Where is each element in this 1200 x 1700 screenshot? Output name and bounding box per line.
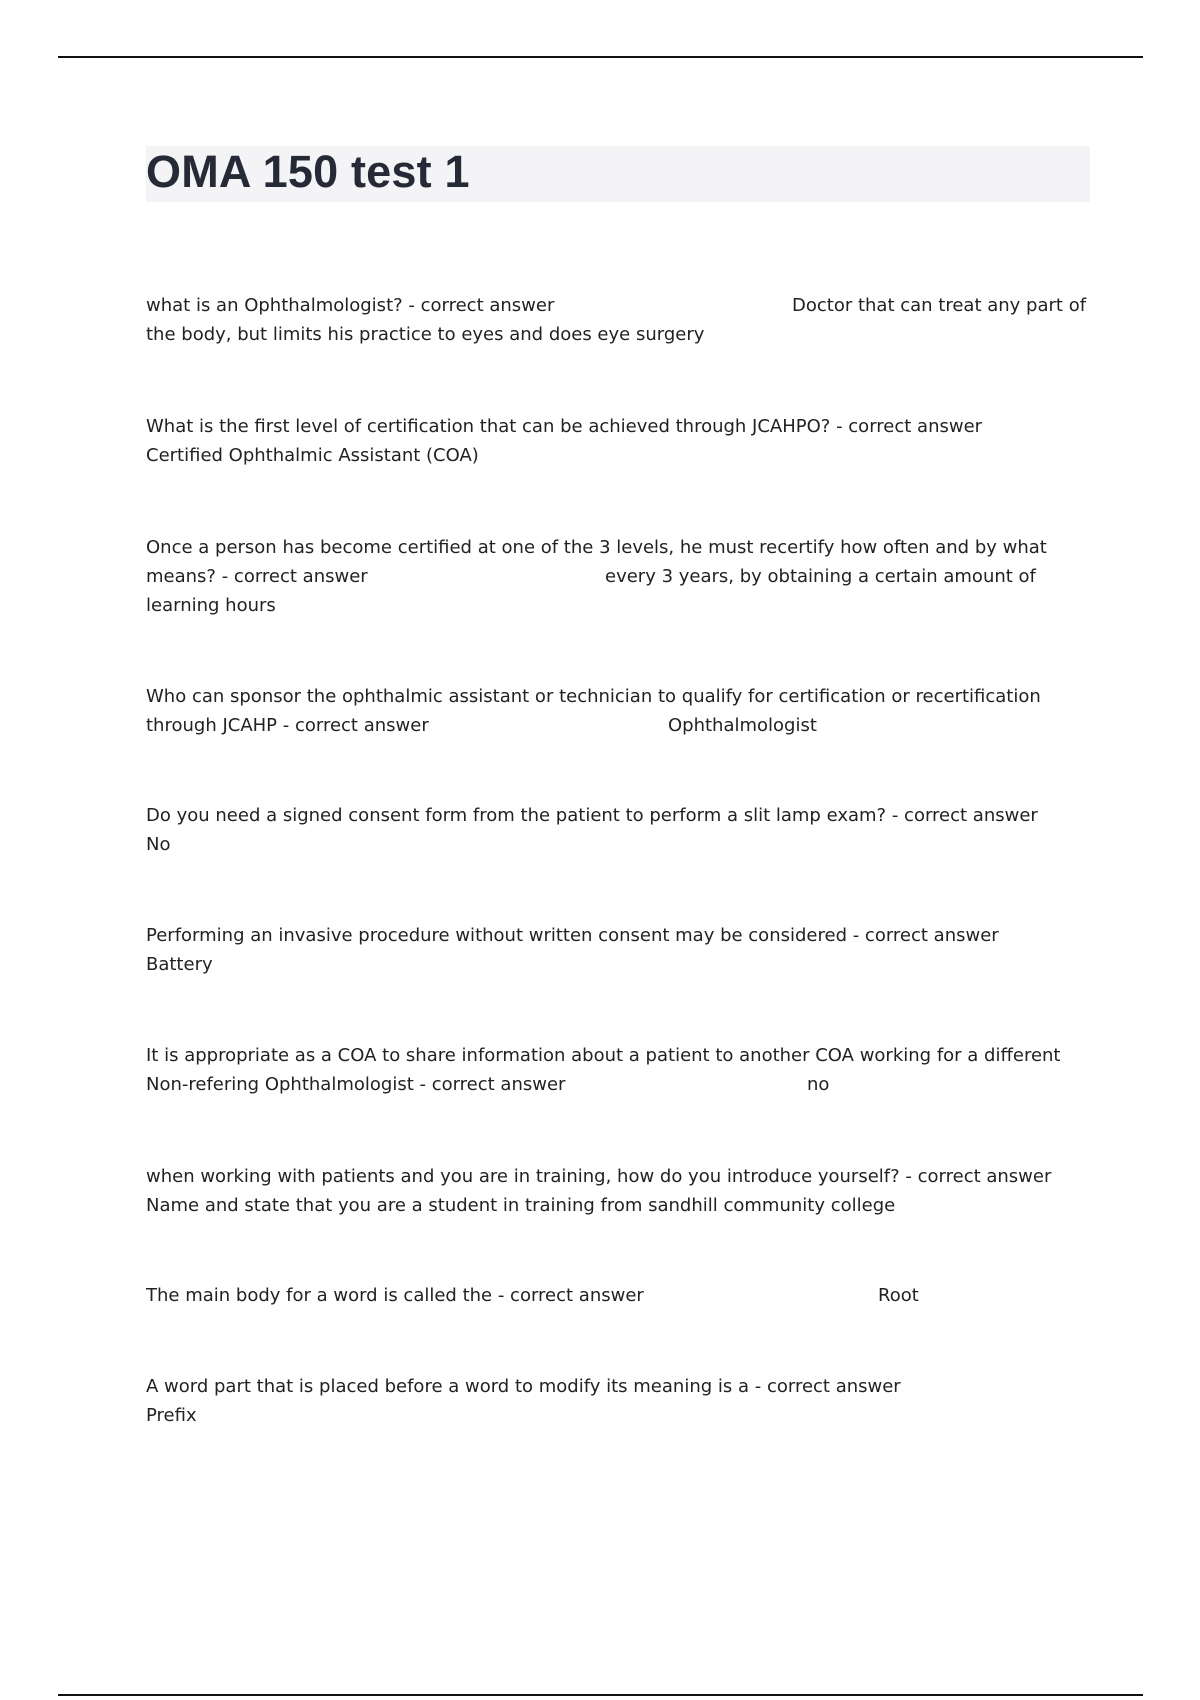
qa-answer: no <box>807 1074 830 1095</box>
qa-item <box>146 921 1096 981</box>
qa-item <box>146 533 1096 623</box>
qa-question: The main body for a word is called the - correct answer <box>146 1285 644 1306</box>
qa-question-continued: through JCAHP - correct answer <box>146 715 429 736</box>
qa-answer-continued: learning hours <box>146 595 276 616</box>
qa-item <box>146 801 1096 861</box>
top-rule <box>58 56 1143 58</box>
qa-item <box>146 412 1096 472</box>
qa-question: Who can sponsor the ophthalmic assistant or technician to qualify for certification or recertification <box>146 686 1041 707</box>
qa-answer: every 3 years, by obtaining a certain amount of <box>605 566 1036 587</box>
qa-answer-continued: the body, but limits his practice to eyes and does eye surgery <box>146 324 705 345</box>
qa-answer: Doctor that can treat any part of <box>792 295 1087 316</box>
page-title: OMA 150 test 1 <box>146 146 470 197</box>
qa-answer: Prefix <box>146 1405 197 1426</box>
qa-question: what is an Ophthalmologist? - correct answer <box>146 295 555 316</box>
qa-question: It is appropriate as a COA to share information about a patient to another COA working for a different <box>146 1045 1061 1066</box>
qa-question: What is the first level of certification that can be achieved through JCAHPO? - correct answer <box>146 416 983 437</box>
qa-answer: Root <box>878 1285 919 1306</box>
qa-answer: Name and state that you are a student in training from sandhill community college <box>146 1195 896 1216</box>
qa-answer: No <box>146 834 171 855</box>
qa-question: Do you need a signed consent form from the patient to perform a slit lamp exam? - correct answer <box>146 805 1038 826</box>
qa-item <box>146 682 1096 742</box>
qa-question: Once a person has become certified at one of the 3 levels, he must recertify how often and by what <box>146 537 1047 558</box>
qa-item <box>146 1162 1096 1222</box>
qa-question-continued: means? - correct answer <box>146 566 368 587</box>
qa-item <box>146 291 1096 351</box>
qa-answer: Battery <box>146 954 213 975</box>
qa-item <box>146 1372 1096 1432</box>
qa-item <box>146 1281 1096 1311</box>
bottom-rule <box>58 1694 1143 1696</box>
qa-answer: Certified Ophthalmic Assistant (COA) <box>146 445 479 466</box>
qa-question: Performing an invasive procedure without written consent may be considered - correct answer <box>146 925 999 946</box>
qa-question: A word part that is placed before a word to modify its meaning is a - correct answer <box>146 1376 901 1397</box>
qa-item <box>146 1041 1096 1101</box>
qa-question-continued: Non-refering Ophthalmologist - correct answer <box>146 1074 566 1095</box>
qa-question: when working with patients and you are in training, how do you introduce yourself? - correct answer <box>146 1166 1052 1187</box>
qa-answer: Ophthalmologist <box>668 715 817 736</box>
